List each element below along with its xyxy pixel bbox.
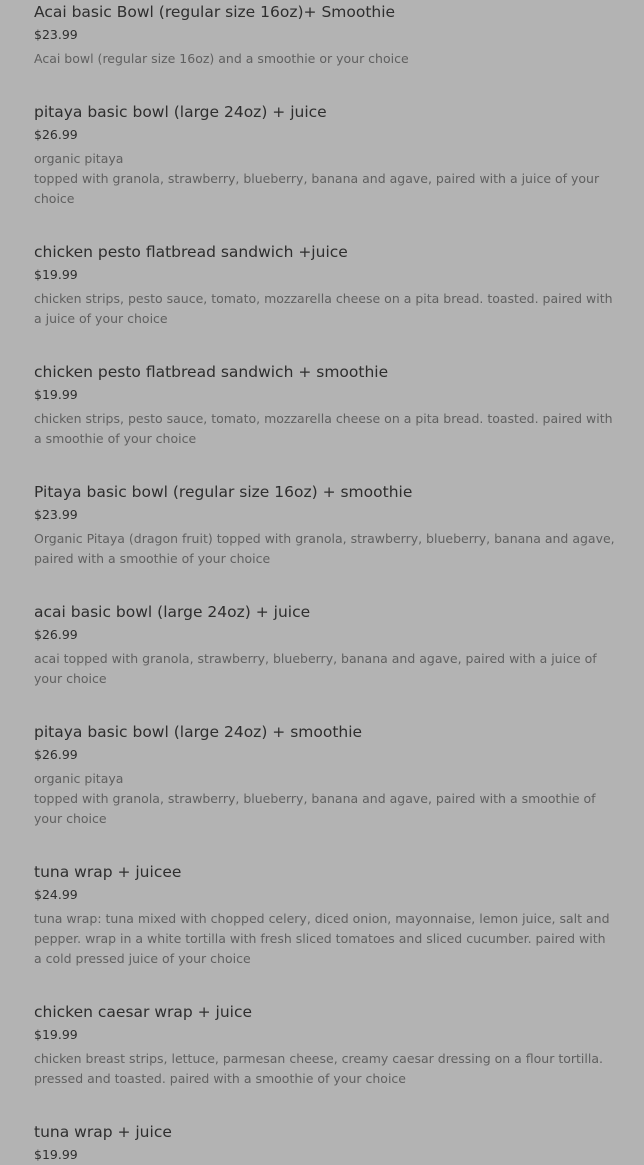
item-description: acai topped with granola, strawberry, blueberry, banana and agave, paired with a juice of your choice bbox=[34, 651, 597, 686]
item-title: Acai basic Bowl (regular size 16oz)+ Smoothie bbox=[34, 3, 396, 21]
item-title: Pitaya basic bowl (regular size 16oz) + smoothie bbox=[34, 483, 413, 501]
item-title: tuna wrap + juicee bbox=[34, 863, 182, 881]
item-description: tuna wrap: tuna mixed with chopped celery, diced onion, mayonnaise, lemon juice, salt and pepper. wrap in a white tortilla with fresh sliced tomatoes and sliced cucumber. paired with a cold pressed juice of your choice bbox=[34, 911, 610, 966]
menu-item[interactable] bbox=[34, 240, 616, 340]
menu-item[interactable] bbox=[34, 360, 616, 460]
menu-item[interactable] bbox=[34, 480, 616, 580]
item-description: chicken strips, pesto sauce, tomato, mozzarella cheese on a pita bread. toasted. paired with a smoothie of your choice bbox=[34, 411, 613, 446]
item-title: chicken caesar wrap + juice bbox=[34, 1003, 253, 1021]
item-title: chicken pesto flatbread sandwich + smoothie bbox=[34, 363, 389, 381]
menu-item[interactable] bbox=[34, 720, 616, 840]
item-title: chicken pesto flatbread sandwich +juice bbox=[34, 243, 348, 261]
item-description: organic pitaya topped with granola, strawberry, blueberry, banana and agave, paired with a smoothie of your choice bbox=[34, 771, 596, 826]
item-price: $23.99 bbox=[34, 27, 78, 42]
item-title: pitaya basic bowl (large 24oz) + smoothie bbox=[34, 723, 363, 741]
item-description: Organic Pitaya (dragon fruit) topped with granola, strawberry, blueberry, banana and agave, paired with a smoothie of your choice bbox=[34, 531, 615, 566]
menu-item[interactable] bbox=[34, 1000, 616, 1100]
menu-item[interactable] bbox=[34, 100, 616, 220]
item-description: chicken strips, pesto sauce, tomato, mozzarella cheese on a pita bread. toasted. paired with a juice of your choice bbox=[34, 291, 613, 326]
item-price: $26.99 bbox=[34, 127, 78, 142]
item-description: organic pitaya topped with granola, strawberry, blueberry, banana and agave, paired with a juice of your choice bbox=[34, 151, 600, 206]
item-title: pitaya basic bowl (large 24oz) + juice bbox=[34, 103, 327, 121]
item-title: acai basic bowl (large 24oz) + juice bbox=[34, 603, 311, 621]
item-price: $19.99 bbox=[34, 387, 78, 402]
item-price: $19.99 bbox=[34, 1147, 78, 1162]
menu-item[interactable] bbox=[34, 860, 616, 980]
menu-item[interactable] bbox=[34, 1120, 616, 1162]
menu-item[interactable] bbox=[34, 0, 616, 80]
item-price: $26.99 bbox=[34, 747, 78, 762]
item-price: $26.99 bbox=[34, 627, 78, 642]
menu-item[interactable] bbox=[34, 600, 616, 700]
item-title: tuna wrap + juice bbox=[34, 1123, 172, 1141]
item-price: $23.99 bbox=[34, 507, 78, 522]
item-price: $19.99 bbox=[34, 1027, 78, 1042]
item-description: chicken breast strips, lettuce, parmesan cheese, creamy caesar dressing on a flour tortilla. pressed and toasted. paired with a smoothie of your choice bbox=[34, 1051, 603, 1086]
item-price: $24.99 bbox=[34, 887, 78, 902]
item-price: $19.99 bbox=[34, 267, 78, 282]
item-description: Acai bowl (regular size 16oz) and a smoothie or your choice bbox=[34, 51, 409, 66]
